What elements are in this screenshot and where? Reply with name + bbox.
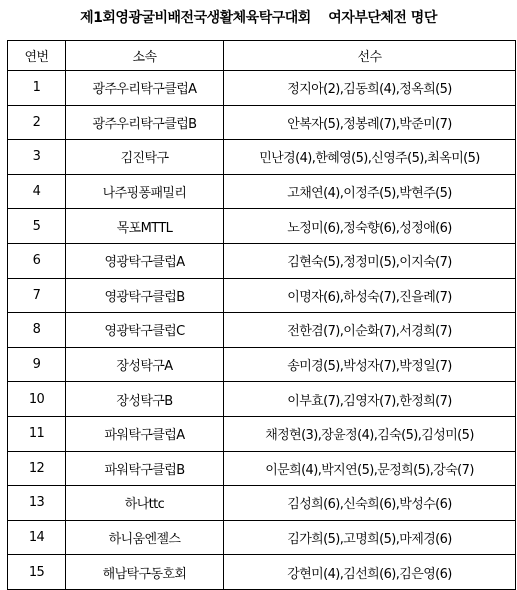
table-row bbox=[8, 140, 516, 175]
row-players: 고채연(4),이정주(5),박현주(5) bbox=[224, 174, 516, 209]
row-players: 이부효(7),김영자(7),한정희(7) bbox=[224, 382, 516, 417]
row-number: 9 bbox=[8, 347, 66, 382]
row-players: 김현숙(5),정정미(5),이지숙(7) bbox=[224, 243, 516, 278]
row-club: 광주우리탁구클럽A bbox=[66, 71, 224, 106]
row-number: 5 bbox=[8, 209, 66, 244]
row-club: 나주핑퐁패밀리 bbox=[66, 174, 224, 209]
row-club: 영광탁구클럽B bbox=[66, 278, 224, 313]
row-number: 10 bbox=[8, 382, 66, 417]
header-number: 연번 bbox=[8, 41, 66, 71]
row-players: 채정현(3),장윤정(4),김숙(5),김성미(5) bbox=[224, 416, 516, 451]
row-number: 15 bbox=[8, 555, 66, 590]
row-number: 1 bbox=[8, 71, 66, 106]
table-row bbox=[8, 313, 516, 348]
row-club: 영광탁구클럽C bbox=[66, 313, 224, 348]
table-row bbox=[8, 555, 516, 590]
table-row bbox=[8, 486, 516, 521]
row-number: 4 bbox=[8, 174, 66, 209]
row-number: 8 bbox=[8, 313, 66, 348]
row-players: 김성희(6),신숙희(6),박성수(6) bbox=[224, 486, 516, 521]
row-players: 민난경(4),한혜영(5),신영주(5),최옥미(5) bbox=[224, 140, 516, 175]
row-players: 김가희(5),고명희(5),마제경(6) bbox=[224, 520, 516, 555]
table-row bbox=[8, 71, 516, 106]
row-number: 12 bbox=[8, 451, 66, 486]
table-row bbox=[8, 209, 516, 244]
row-club: 목포MTTL bbox=[66, 209, 224, 244]
row-number: 6 bbox=[8, 243, 66, 278]
row-players: 이명자(6),하성숙(7),진을례(7) bbox=[224, 278, 516, 313]
row-club: 장성탁구A bbox=[66, 347, 224, 382]
row-club: 하나ttc bbox=[66, 486, 224, 521]
row-players: 안복자(5),정봉례(7),박준미(7) bbox=[224, 105, 516, 140]
row-players: 송미경(5),박성자(7),박정일(7) bbox=[224, 347, 516, 382]
table-row bbox=[8, 451, 516, 486]
row-number: 2 bbox=[8, 105, 66, 140]
row-number: 13 bbox=[8, 486, 66, 521]
row-players: 노정미(6),정숙향(6),성정애(6) bbox=[224, 209, 516, 244]
row-club: 하니움엔젤스 bbox=[66, 520, 224, 555]
table-row bbox=[8, 243, 516, 278]
table-row bbox=[8, 382, 516, 417]
row-players: 정지아(2),김동희(4),정옥희(5) bbox=[224, 71, 516, 106]
table-row bbox=[8, 347, 516, 382]
header-club: 소속 bbox=[66, 41, 224, 71]
row-number: 7 bbox=[8, 278, 66, 313]
table-row bbox=[8, 520, 516, 555]
row-club: 김진탁구 bbox=[66, 140, 224, 175]
row-club: 해남탁구동호회 bbox=[66, 555, 224, 590]
row-club: 파워탁구클럽A bbox=[66, 416, 224, 451]
roster-table bbox=[7, 40, 516, 590]
row-number: 14 bbox=[8, 520, 66, 555]
row-number: 3 bbox=[8, 140, 66, 175]
row-club: 영광탁구클럽A bbox=[66, 243, 224, 278]
table-row bbox=[8, 174, 516, 209]
header-players: 선수 bbox=[224, 41, 516, 71]
table-row bbox=[8, 416, 516, 451]
table-row bbox=[8, 278, 516, 313]
row-players: 이문희(4),박지연(5),문정희(5),강숙(7) bbox=[224, 451, 516, 486]
row-number: 11 bbox=[8, 416, 66, 451]
row-players: 전한겸(7),이순화(7),서경희(7) bbox=[224, 313, 516, 348]
row-club: 광주우리탁구클럽B bbox=[66, 105, 224, 140]
document-title: 제1회영광굴비배전국생활체육탁구대회 여자부단체전 명단 bbox=[80, 10, 437, 26]
row-club: 장성탁구B bbox=[66, 382, 224, 417]
table-row bbox=[8, 105, 516, 140]
row-club: 파워탁구클럽B bbox=[66, 451, 224, 486]
header-row bbox=[8, 41, 516, 71]
row-players: 강현미(4),김선희(6),김은영(6) bbox=[224, 555, 516, 590]
